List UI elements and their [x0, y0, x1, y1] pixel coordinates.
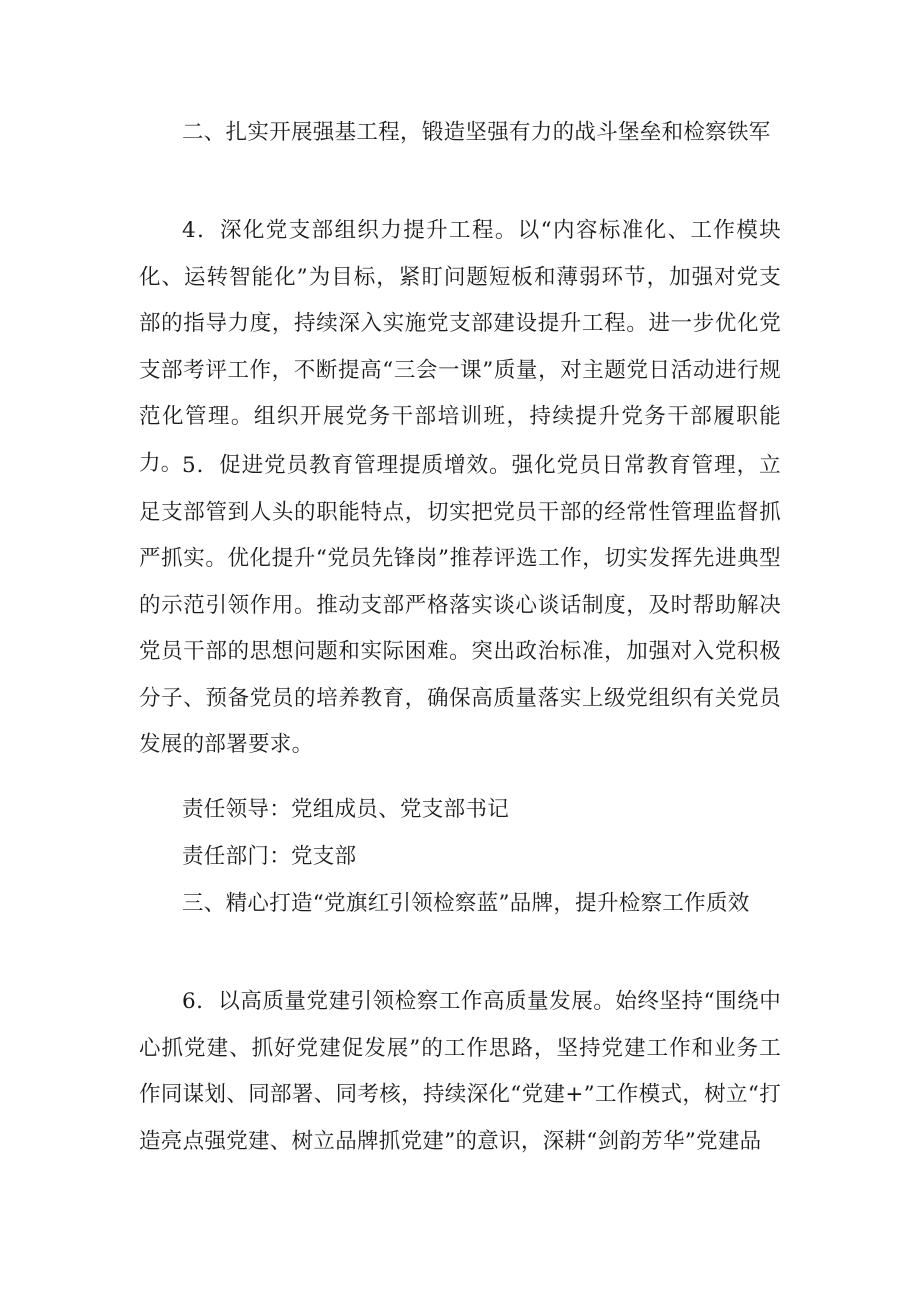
responsible-leader-line: 责任领导：党组成员、党支部书记 [182, 797, 510, 822]
paragraph-item-6: 6．以高质量党建引领检察工作高质量发展。始终坚持“围绕中心抓党建、抓好党建促发展”的工作思路，坚持党建工作和业务工作同谋划、同部署、同考核，持续深化“党建+”工作模式，树立“打造亮点强党建、树立品牌抓党建”的意识，深耕“剑韵芳华”党建品 [139, 989, 781, 1154]
section-heading-3: 三、精心打造“党旗红引领检察蓝”品牌，提升检察工作质效 [182, 891, 750, 916]
section-heading-2: 二、扎实开展强基工程，锻造坚强有力的战斗堡垒和检察铁军 [182, 120, 771, 145]
paragraph-item-4: 4．深化党支部组织力提升工程。以“内容标准化、工作模块化、运转智能化”为目标，紧盯问题短板和薄弱环节，加强对党支部的指导力度，持续深入实施党支部建设提升工程。进一步优化党支部考评工作，不断提高“三会一课”质量，对主题党日活动进行规范化管理。组织开展党务干部培训班，持续提升党务干部履职能力。 [139, 218, 781, 476]
responsible-department-line: 责任部门：党支部 [182, 844, 357, 869]
paragraph-item-5: 5．促进党员教育管理提质增效。强化党员日常教育管理，立足支部管到人头的职能特点，切实把党员干部的经常性管理监督抓严抓实。优化提升“党员先锋岗”推荐评选工作，切实发挥先进典型的示范引领作用。推动支部严格落实谈心谈话制度，及时帮助解决党员干部的思想问题和实际困难。突出政治标准，加强对入党积极分子、预备党员的培养教育，确保高质量落实上级党组织有关党员发展的部署要求。 [139, 453, 781, 757]
